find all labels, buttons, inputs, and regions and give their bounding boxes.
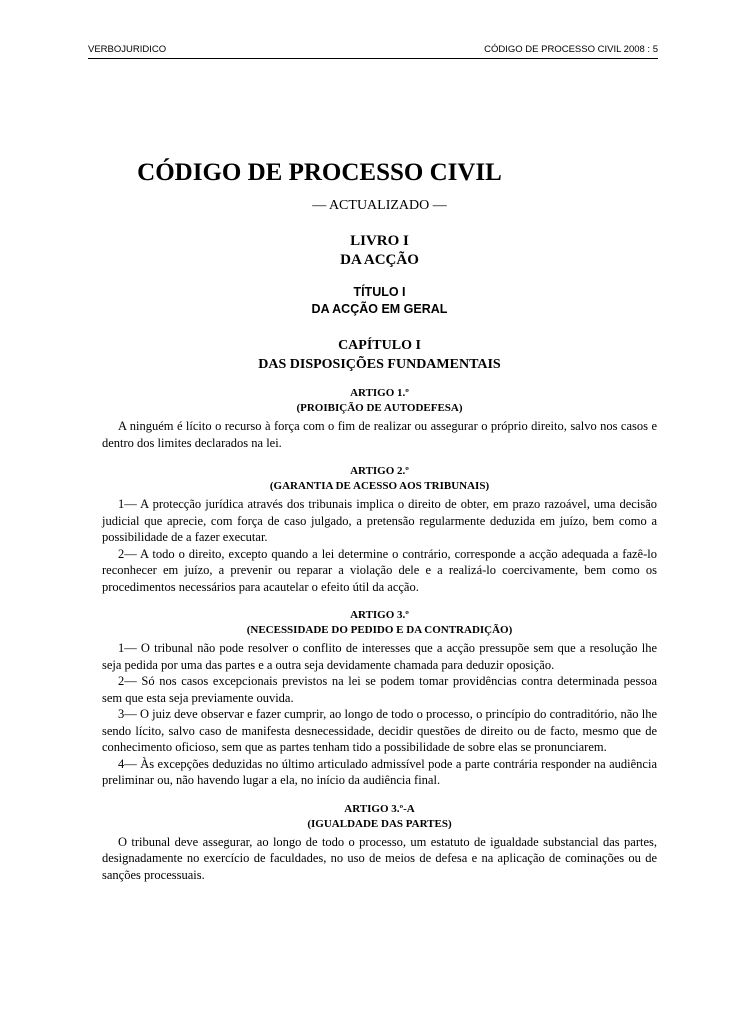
article-number: ARTIGO 2.º bbox=[350, 465, 409, 477]
article-heading bbox=[102, 464, 657, 494]
article-paragraph: 1— O tribunal não pode resolver o conflito de interesses que a acção pressupõe sem que a resolução lhe seja pedida por uma das partes e a outra seja devidamente chamada para deduzir oposição. bbox=[102, 641, 657, 672]
livro-heading bbox=[102, 232, 657, 270]
article-heading bbox=[102, 386, 657, 416]
header-page-info: CÓDIGO DE PROCESSO CIVIL 2008 : 5 bbox=[484, 44, 658, 55]
article-heading bbox=[102, 802, 657, 832]
article-3a bbox=[102, 802, 657, 884]
document-title: CÓDIGO DE PROCESSO CIVIL bbox=[137, 159, 502, 186]
article-title: (IGUALDADE DAS PARTES) bbox=[307, 817, 452, 830]
article-paragraph: 2— Só nos casos excepcionais previstos na lei se podem tomar providências contra determinada pessoa sem que esta seja previamente ouvida. bbox=[102, 674, 657, 705]
article-title: (NECESSIDADE DO PEDIDO E DA CONTRADIÇÃO) bbox=[246, 624, 513, 636]
document-subtitle: — ACTUALIZADO — bbox=[312, 198, 447, 213]
article-title: (GARANTIA DE ACESSO AOS TRIBUNAIS) bbox=[269, 480, 490, 492]
livro-number: LIVRO I bbox=[350, 233, 409, 249]
running-header bbox=[88, 42, 658, 59]
article-paragraph: 3— O juiz deve observar e fazer cumprir, ao longo de todo o processo, o princípio do contraditório, não lhe sendo lícito, salvo caso de manifesta desnecessidade, decidir questões de direito ou de facto, mesmo que de conhecimento oficioso, sem que as partes tenham tido a possibilidade de sobre elas se pronunciarem. bbox=[102, 707, 657, 754]
livro-name: DA ACÇÃO bbox=[340, 252, 419, 268]
capitulo-number: CAPÍTULO I bbox=[338, 338, 421, 353]
article-1 bbox=[102, 386, 657, 451]
article-number: ARTIGO 3.º bbox=[350, 609, 409, 621]
article-paragraph: O tribunal deve assegurar, ao longo de todo o processo, um estatuto de igualdade substancial das partes, designadamente no exercício de faculdades, no uso de meios de defesa e na aplicação de cominações ou de sanções processuais. bbox=[102, 834, 657, 882]
article-heading bbox=[102, 608, 657, 638]
titulo-number: TÍTULO I bbox=[353, 285, 406, 299]
header-publisher: VERBOJURIDICO bbox=[88, 44, 167, 55]
article-number: ARTIGO 3.º-A bbox=[344, 802, 415, 815]
page-content bbox=[102, 158, 657, 883]
titulo-heading bbox=[102, 284, 657, 318]
article-paragraph: 1— A protecção jurídica através dos tribunais implica o direito de obter, em prazo razoável, uma decisão judicial que aprecie, com força de caso julgado, a pretensão regularmente deduzida em juízo, bem como a possibilidade de a fazer executar. bbox=[102, 497, 657, 544]
article-title: (PROIBIÇÃO DE AUTODEFESA) bbox=[296, 402, 463, 414]
capitulo-name: DAS DISPOSIÇÕES FUNDAMENTAIS bbox=[258, 357, 501, 372]
article-3 bbox=[102, 608, 657, 789]
article-paragraph: 2— A todo o direito, excepto quando a lei determine o contrário, corresponde a acção adequada a fazê-lo reconhecer em juízo, a prevenir ou reparar a violação dele e a realizá-lo coercivamente, bem como os procedimentos necessários para acautelar o efeito útil da acção. bbox=[102, 546, 657, 594]
capitulo-heading bbox=[102, 336, 657, 374]
article-number: ARTIGO 1.º bbox=[350, 387, 409, 399]
article-paragraph: 4— Às excepções deduzidas no último articulado admissível pode a parte contrária responder na audiência preliminar ou, não havendo lugar a ela, no início da audiência final. bbox=[102, 756, 657, 787]
titulo-name: DA ACÇÃO EM GERAL bbox=[311, 302, 448, 316]
article-paragraph: A ninguém é lícito o recurso à força com o fim de realizar ou assegurar o próprio direito, salvo nos casos e dentro dos limites declarados na lei. bbox=[102, 419, 657, 450]
article-2 bbox=[102, 464, 657, 595]
